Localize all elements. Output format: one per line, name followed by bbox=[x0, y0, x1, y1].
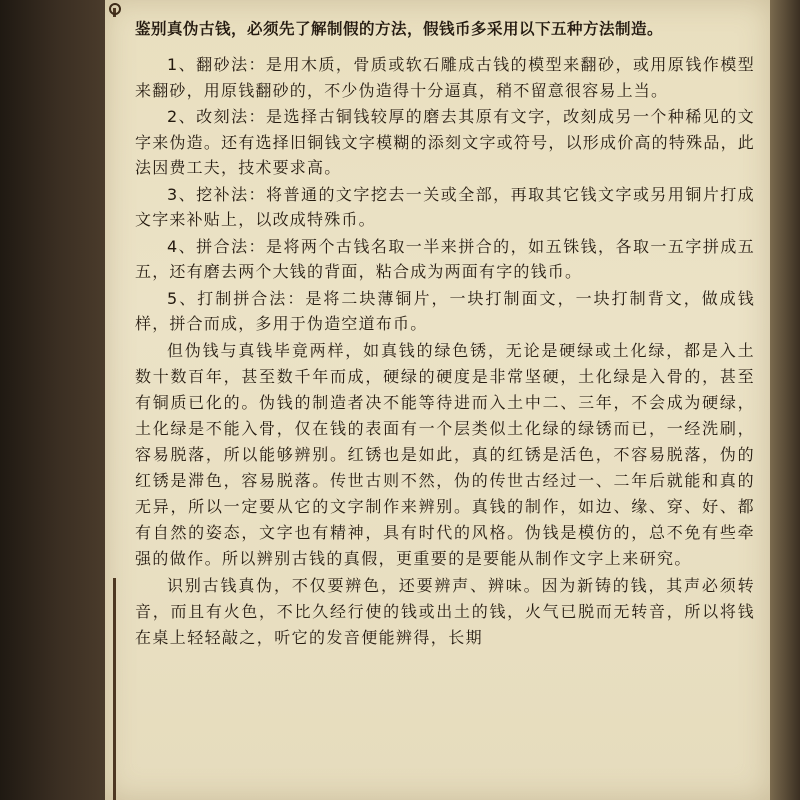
paragraph-sound-identification: 识别古钱真伪，不仅要辨色，还要辨声、辨味。因为新铸的钱，其声必须转音，而且有火色，不比久经行使的钱或出土的钱，火气已脱而无转音，所以将钱在桌上轻轻敲之，听它的发音便能辨得，长期 bbox=[135, 575, 755, 647]
side-rule-segment bbox=[113, 578, 116, 800]
wooden-frame-left bbox=[0, 0, 105, 800]
document-panel bbox=[105, 0, 770, 800]
hanging-ring-icon bbox=[109, 3, 121, 15]
wooden-frame-right bbox=[770, 0, 800, 800]
document-heading: 鉴别真伪古钱，必须先了解制假的方法，假钱币多采用以下五种方法制造。 bbox=[135, 20, 664, 38]
paragraph-method-4: 4、拼合法：是将两个古钱名取一半来拼合的，如五铢钱，各取一五字拼成五五，还有磨去两个大钱的背面，粘合成为两面有字的钱币。 bbox=[135, 236, 755, 281]
paragraph-method-3: 3、挖补法：将普通的文字挖去一关或全部，再取其它钱文字或另用铜片打成文字来补贴上，以改成特殊币。 bbox=[135, 184, 755, 229]
paragraph-method-5: 5、打制拼合法：是将二块薄铜片，一块打制面文，一块打制背文，做成钱样，拼合而成，多用于伪造空道布币。 bbox=[135, 288, 755, 333]
document-content bbox=[135, 14, 755, 652]
paragraph-rust-distinction: 但伪钱与真钱毕竟两样，如真钱的绿色锈，无论是硬绿或土化绿，都是入土数十数百年，甚至数千年而成，硬绿的硬度是非常坚硬，土化绿是入骨的，甚至有铜质已化的。伪钱的制造者决不能等待进而入土中二、三年，不会成为硬绿，土化绿是不能入骨，仅在钱的表面有一个层类似土化绿的绿锈而已，一经洗刷，容易脱落，所以能够辨别。红锈也是如此，真的红锈是活色，不容易脱落，伪的红锈是滞色，容易脱落。传世古则不然，伪的传世古经过一、二年后就能和真的无异，所以一定要从它的文字制作来辨别。真钱的制作，如边、缘、穿、好、都有自然的姿态，文字也有精神，具有时代的风格。伪钱是模仿的，总不免有些牵强的做作。所以辨别古钱的真假，更重要的是要能从制作文字上来研究。 bbox=[135, 340, 755, 568]
paragraph-method-2: 2、改刻法：是选择古铜钱较厚的磨去其原有文字，改刻成另一个种稀见的文字来伪造。还有选择旧铜钱文字模糊的添刻文字或符号，以形成价高的特殊品，此法因费工夫，技术要求高。 bbox=[135, 107, 755, 177]
paragraph-method-1: 1、翻砂法：是用木质，骨质或软石雕成古钱的模型来翻砂，或用原钱作模型来翻砂，用原钱翻砂的，不少伪造得十分逼真，稍不留意很容易上当。 bbox=[135, 55, 755, 100]
